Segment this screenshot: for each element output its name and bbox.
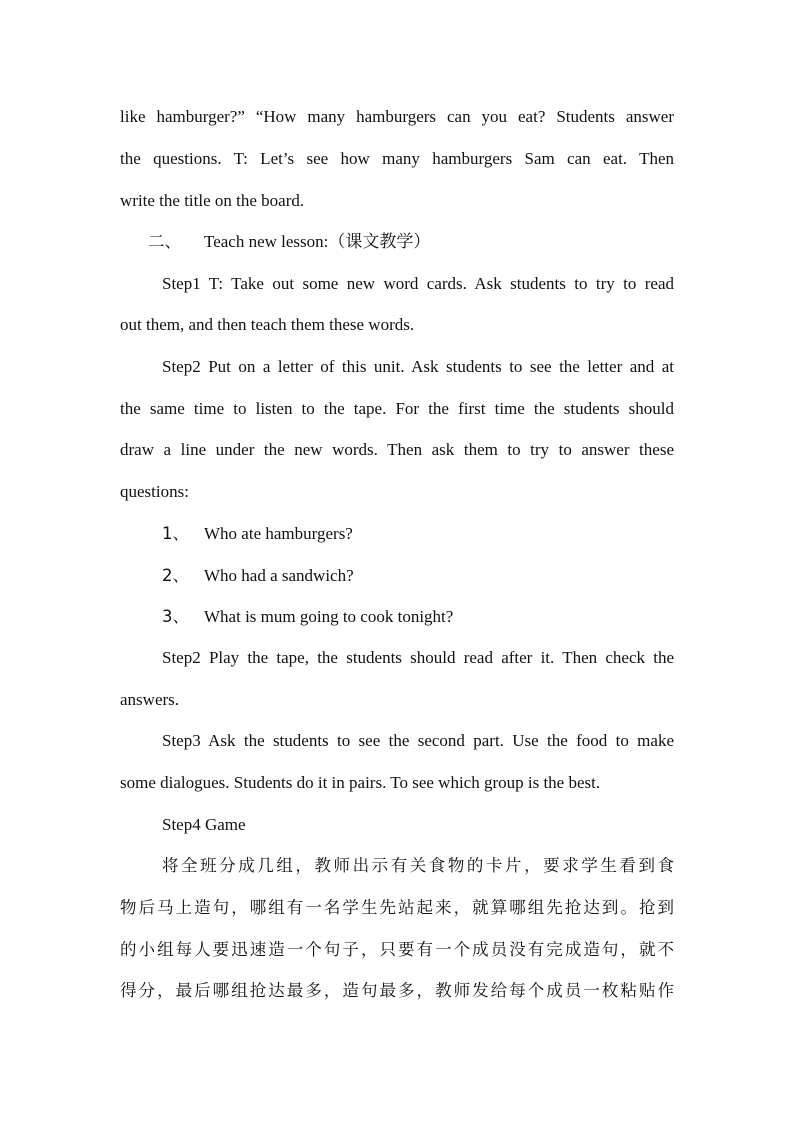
section-two-title — [204, 231, 430, 253]
step4-line-2: 物后马上造句，哪组有一名学生先站起来，就算哪组先抢达到。抢到 — [120, 898, 674, 917]
intro-line-1: like hamburger?” “How many hamburgers can you eat? Students answer — [120, 107, 674, 126]
question-3-text: What is mum going to cook tonight? — [204, 607, 454, 626]
step2-letter-line-2: the same time to listen to the tape. For the first time the students should — [120, 399, 674, 418]
step4-line-1: 将全班分成几组，教师出示有关食物的卡片，要求学生看到食 — [162, 856, 674, 875]
step2-letter-line-1: Step2 Put on a letter of this unit. Ask students to see the letter and at — [162, 357, 674, 376]
question-1-number: 1、 — [162, 524, 189, 543]
step4-line-4: 得分，最后哪组抢达最多，造句最多，教师发给每个成员一枚粘贴作 — [120, 981, 674, 1000]
section-two-number: 二、 — [148, 232, 181, 251]
intro-line-3: write the title on the board. — [120, 191, 305, 210]
step1-line-1: Step1 T: Take out some new word cards. Ask students to try to read — [162, 274, 674, 293]
question-3-number: 3、 — [162, 607, 189, 626]
section-two-title-text: Teach new lesson:（课文教学） — [204, 232, 431, 251]
step3-line-2: some dialogues. Students do it in pairs. To see which group is the best. — [120, 773, 601, 792]
step2-letter-line-4: questions: — [120, 482, 189, 501]
step4-title: Step4 Game — [162, 815, 246, 834]
question-2-text: Who had a sandwich? — [204, 566, 354, 585]
question-1-text: Who ate hamburgers? — [204, 524, 353, 543]
question-2-number: 2、 — [162, 566, 189, 585]
intro-line-2: the questions. T: Let’s see how many hamburgers Sam can eat. Then — [120, 149, 674, 168]
step3-line-1: Step3 Ask the students to see the second part. Use the food to make — [162, 731, 674, 750]
step2-tape-line-2: answers. — [120, 690, 180, 709]
step1-line-2: out them, and then teach them these words. — [120, 315, 415, 334]
step2-letter-line-3: draw a line under the new words. Then ask them to try to answer these — [120, 440, 674, 459]
step2-tape-line-1: Step2 Play the tape, the students should read after it. Then check the — [162, 648, 674, 667]
step4-line-3: 的小组每人要迅速造一个句子，只要有一个成员没有完成造句，就不 — [120, 940, 674, 959]
